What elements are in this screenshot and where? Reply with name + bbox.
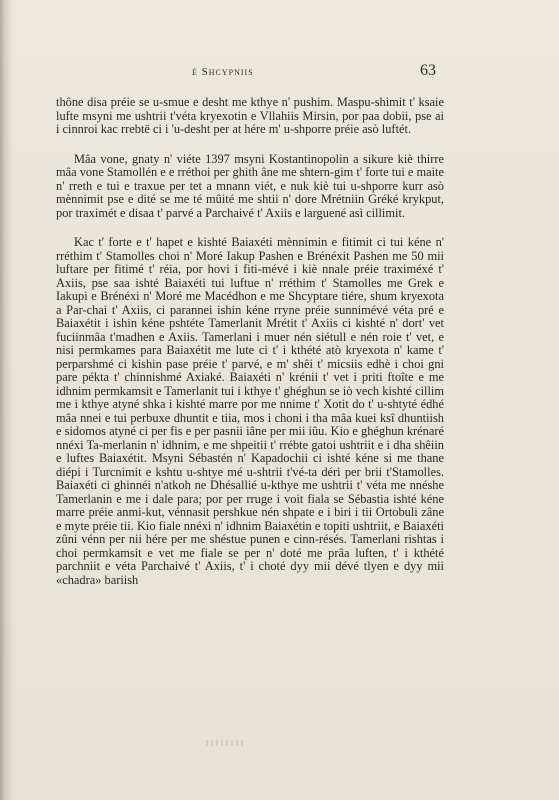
paragraph-1: thône disa préie se u-smue e desht me kthye n' pushim. Maspu-shimit t' ksaie lufte msyni me ushtrii t'véta kryexotin e Vllahiis Mirsin, por paa dobii, pse ai i cinnroi kac rrebtë ci i 'u-desht per at hére m' u-shporre préie asò luftét. [56,95,444,136]
paragraph-2: Mâa vone, gnaty n' viéte 1397 msyni Kostantinopolin a sikure kiè thirre mâa vone Stamollén e e rréthoi per ghith âne me shtern-gim t' forte tui e maite n' rreth e tui e traxue per tet a mnann viét, e nuk kiè tui u-shporre kurr asò mènnimit pse e dité se me té mûité me shtii n' dore Mrétniin Gréké krykput, por traximét e disaa t' parvé a Parchaivé t' Axiis e larguené asì cillimit. [56,151,444,220]
page-number: 63 [420,62,436,79]
spine-shadow [0,0,14,800]
page-header [56,62,436,84]
paper-mark [206,740,246,746]
running-title: é Shcypniis [192,66,254,78]
page-body [56,96,444,587]
paragraph-3: Kac t' forte e t' hapet e kishté Baiaxéti mènnimin e fitimit ci tui kéne n' rréthim t' Stamolles choi n' Moré Iakup Pashen e Brénéxit Pashen me 50 mii luftare per fitimé t' réia, por hovi i fiti-mévé i kiè nnale préie traximéxé t' Axiis, pse saa ishté Baiaxéti tui luftue n' rréthim t' Stamolles me Grek e Iakupi e Brénéxi n' Moré me Macédhon e me Shcyptare tiére, shum kryexota a Par-chai t' Axiis, ci parannei ishin kéne rryne préie sunnimévé véta pré e Baiaxétit i ishin kéne pshtéte Tamerlanit Mrétit t' Axiis ci kishté n' dort' vet fuciinmâa t'madhen e Axiis. Tamerlani i muer nén siétull e nén roie t' vet, e nisi permkames para Baiaxétit me lute ci t' i kthété atò kryexota n' kame t' perparshmé ci kishin pase préie t' parvé, e m' shêi t' micsiis edhè i choi gni pare pékta t' chinnishmé Axiaké. Baiaxéti n' krénii t' vet i priti ftoîte e me idhnim permkamsit e Tamerlanit tui i kthye t' ghéghun se iò vech kishté cillim me i kthye atyné shka i kishté marre por me nnime t' Xotit do t' u-shtyté édhé mâa nnei e tui perbuxe dhuntit e tiia, mos i choni i tha mâa kuei ksî dhuntiish e sidomos atyné ci per fis e per pasnii iâne per mii iûu. Kio e ghéghun krénaré nnéxi Ta-merlanin n' idhnim, e me shpeitii t' rrébte gatoi ushtriit e i dha shêiin e luftes Baiaxétit. Msyni Sébastén n' Kapadochii ci ishté kéne si me thane diépi i Turcnimit e kshtu u-shtye mé u-shtrii t'vé-ta déri per brii t'Stamolles. Baiaxéti ci ghinnéi n'atkoh ne Dhésallié u-kthye me ushtrii t' véta me nnéshe Tamerlanin e me i dale para; por per rruge i voit fiala se Sébastia ishté kéne marre préie anmi-kut, vénnasit pershkue nén shpate e i biri i tii Ortobuli zâne e myte préie tii. Kio fiale nnéxi n' idhnim Baiaxétin e topiti ushtriit, e Baiaxéti zûni vénn per nii hére per me shéstue punen e cinn-résés. Tamerlani rishtas i choi permkamsit e vet me fiale se per n' doté me prâa luften, t' i kthété parchniit e véta Parchaivé t' Axiis, t' i choté dyy mii dévé tlyen e dyy mii «chadra» bariish [56,235,444,587]
